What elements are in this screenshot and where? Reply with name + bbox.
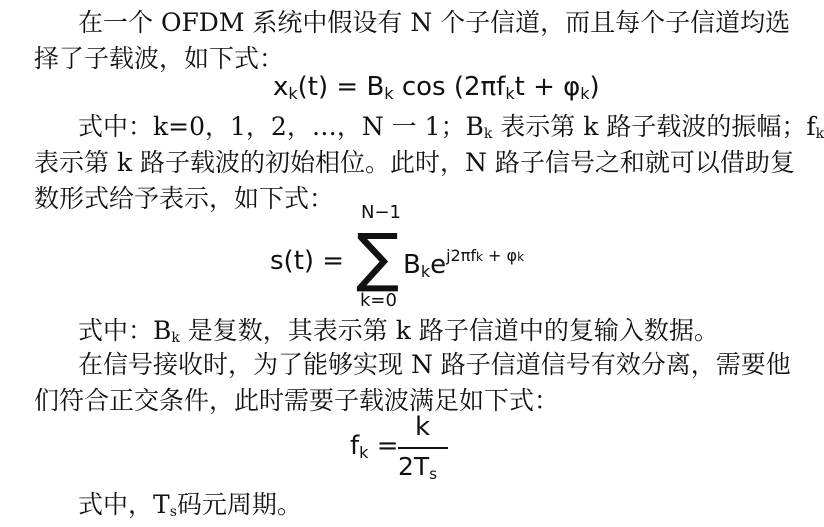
equation-2-lower-limit: k=0 — [360, 290, 397, 311]
paragraph-3: 式中：Bk 是复数，其表示第 k 路子信道中的复输入数据。 — [78, 316, 719, 346]
equation-3-denominator: $2T_s$ — [398, 452, 438, 483]
paragraph-1-line-1: 在一个 OFDM 系统中假设有 N 个子信道，而且每个子信道均选 — [78, 8, 791, 37]
equation-2-sigma: ∑ — [356, 221, 400, 295]
equation-3-numerator: k — [415, 412, 431, 442]
equation-2-upper-limit: N−1 — [361, 202, 401, 223]
paragraph-4-line-1: 在信号接收时，为了能够实现 N 路子信道信号有效分离，需要他 — [78, 350, 791, 379]
paragraph-5: 式中，Ts码元周期。 — [78, 490, 302, 520]
equation-1: $x_k(t) = B_k$ $\cos (2\pi f_kt + \varphi_k)$ — [273, 72, 600, 103]
equation-3-lhs: $f_k$ = — [350, 431, 399, 462]
paragraph-2-line-2: 表示第 k 路子载波的初始相位。此时，N 路子信号之和就可以借助复 — [34, 148, 795, 177]
paragraph-2-line-1: 式中：k=0，1，2，…，N 一 1；Bk 表示第 k 路子载波的振幅；fk — [78, 112, 824, 142]
equation-2-body: $B_ke^{j2\pi fk + \varphi k}$ — [403, 246, 525, 281]
equation-2-lhs: s(t) = — [270, 246, 345, 276]
paragraph-4-line-2: 们符合正交条件，此时需要子载波满足如下式： — [34, 386, 560, 415]
paragraph-1-line-2: 择了子载波，如下式： — [34, 44, 285, 73]
paragraph-2-line-3: 数形式给予表示，如下式： — [34, 184, 335, 213]
equation-3-fraction-bar — [398, 447, 448, 449]
